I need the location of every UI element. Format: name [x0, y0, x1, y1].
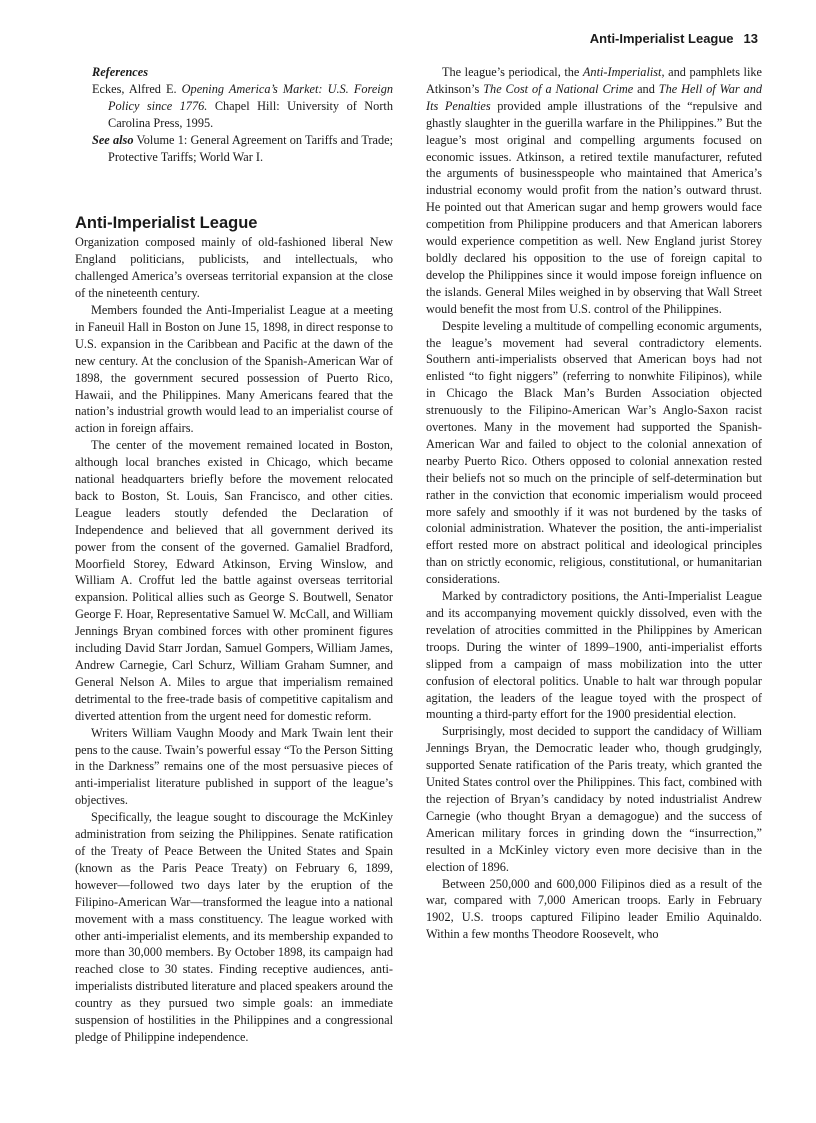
p6-italic-periodical: Anti-Imperialist, — [582, 65, 665, 79]
p6-text-a: The league’s periodical, the — [442, 65, 583, 79]
reference-title: Opening America’s Market: U.S. Foreign Policy since 1776. — [108, 81, 393, 113]
reference-entry — [92, 81, 393, 132]
paragraph-4: Writers William Vaughn Moody and Mark Twain lent their pens to the cause. Twain’s powerful essay “To the Person Sitting in the Darkness” remains one of the most persuasive pieces of anti-imperialist literature published in support of the league’s objectives. — [75, 725, 393, 808]
p6-text-b: and pamphlets like Atkinson’s — [426, 65, 762, 96]
paragraph-10: Between 250,000 and 600,000 Filipinos died as a result of the war, compared with 7,000 American troops. Early in February 1902, U.S. troops captured Filipino leader Emilio Aquinaldo. Within a few months Theodore Roosevelt, who — [426, 876, 762, 942]
paragraph-8: Marked by contradictory positions, the Anti-Imperialist League and its accompanying movement quickly dissolved, even with the revelation of atrocities committed in the Philippines by American troops. During the winter of 1899–1900, anti-imperialist efforts slipped from a campaign of mass mobilization into the utter confusion of electoral politics. Unable to halt war through popular agitation, the leaders of the league toyed with the prospect of mounting a third-party effort for the 1900 presidential election. — [426, 589, 762, 722]
running-head-title: Anti-Imperialist League — [589, 31, 734, 46]
paragraph-5: Specifically, the league sought to discourage the McKinley administration from seizing the Philippines. Senate ratification of the Treaty of Peace Between the United States and Spain (known as the Paris Peace Treaty) on February 6, 1899, however—followed two days later by the eruption of the Filipino-American War—transformed the league into a national movement with a mass constituency. The league worked with other anti-imperialist elements, and its membership expanded to more than 30,000 members. By October 1898, its campaign had reached close to 30 states. Finding receptive audiences, anti-imperialists distributed literature and placed speakers around the country as they pursued two simple goals: an immediate suspension of hostilities in the Philippines and a congressional pledge of Philippine independence. — [75, 810, 393, 1044]
see-also-label: See also — [92, 132, 134, 147]
entry-title: Anti-Imperialist League — [75, 214, 258, 233]
page-number: 13 — [743, 31, 758, 46]
paragraph-6 — [426, 64, 762, 318]
p6-italic-pamphlet-2: The Hell of War and Its Penalties — [426, 81, 762, 113]
left-column — [75, 64, 393, 1046]
see-also — [92, 132, 393, 166]
paragraph-2: Members founded the Anti-Imperialist League at a meeting in Faneuil Hall in Boston on June 15, 1898, in direct response to U.S. expansion in the Caribbean and Pacific at the dawn of the new century. At the conclusion of the Spanish-American War of 1898, the government secured possession of Puerto Rico, Hawaii, and the Philippines. Many Americans feared that the nation’s industrial growth would lead to an imperialist course of action in foreign affairs. — [75, 302, 393, 436]
running-head — [590, 31, 758, 46]
reference-author: Eckes, Alfred E. — [92, 81, 182, 96]
reference-publisher: Chapel Hill: University of North Carolina Press, 1995. — [108, 98, 393, 130]
right-column — [426, 64, 762, 943]
p6-text-d: provided ample illustrations of the “repulsive and ghastly slaughter in the guerilla warfare in the Philippines.” But the league’s most original and compelling arguments focused on economic issues. Atkinson, a retired textile manufacturer, refuted the arguments of businesspeople who maintained that America’s industrial economy would profit from the nation’s outward thrust. He pointed out that American sugar and hemp growers would face competition from Philippine producers and that American laborers would experience competition as well. New England jurist Storey boldly declared his opposition to the use of foreign capital to develop the Philippines since it would impose foreign influence on the islands. General Miles weighed in by observing that Wall Street would benefit the most from U.S. control of the Philippines. — [426, 98, 762, 316]
p6-italic-pamphlet-1: The Cost of a National Crime — [483, 81, 634, 96]
see-also-text: Volume 1: General Agreement on Tariffs and Trade; Protective Tariffs; World War I. — [108, 132, 394, 164]
references-heading: References — [92, 65, 148, 79]
paragraph-1: Organization composed mainly of old-fashioned liberal New England politicians, publicists, and intellectuals, who challenged America’s overseas territorial expansion at the close of the nineteenth century. — [75, 235, 393, 301]
references-block — [75, 64, 393, 165]
paragraph-3: The center of the movement remained located in Boston, although local branches existed in Chicago, which became national headquarters briefly before the movement relocated back to Boston, St. Louis, San Francisco, and other cities. League leaders stoutly defended the Declaration of Independence and believed that all government derived its power from the consent of the governed. Gamaliel Bradford, Moorfield Storey, Edward Atkinson, Erving Winslow, and William A. Croffut led the battle against overseas territorial expansion. Political allies such as George S. Boutwell, Senator George F. Hoar, Representative Samuel W. McCall, and William Jennings Bryan combined forces with other prominent figures including David Starr Jordan, Samuel Gompers, William James, Andrew Carnegie, Carl Schurz, William Graham Sumner, and General Nelson A. Miles to argue that imperialism remained detrimental to the free-trade basis of competitive capitalism and diverted attention from the urgent need for domestic reform. — [75, 438, 393, 723]
paragraph-9: Surprisingly, most decided to support the candidacy of William Jennings Bryan, the Democratic leader who, though grudgingly, supported Senate ratification of the Paris treaty, which granted the United States control over the Philippines. This fact, combined with the rejection of Bryan’s candidacy by noted industrialist Andrew Carnegie (who thought Bryan a demagogue) and the success of American military forces in grinding down the “insurrection,” resulted in a McKinley victory even more decisive than in the election of 1896. — [426, 724, 762, 874]
paragraph-7: Despite leveling a multitude of compelling economic arguments, the league’s movement had several contradictory elements. Southern anti-imperialists observed that American boys had not enlisted “to fight niggers” (referring to nonwhite Filipinos), while in Chicago the Black Man’s Burden Association objected strenuously to the Filipino-American War’s Anglo-Saxon racist overtones. Many in the movement had supported the Spanish-American War and failed to object to the colonial annexation of nearby Puerto Rico. Others opposed to colonial annexation rested their beliefs not so much on the principle of self-determination but rather in the conviction that economic imperialism would proceed more safely and smoothly if it was not burdened by the tasks of colonial administration. Whatever the position, the anti-imperialist effort rested more on abstract political and ideological principles than on strictly economic, religious, constitutional, or humanitarian considerations. — [426, 318, 762, 587]
p6-text-c: and — [633, 81, 659, 96]
